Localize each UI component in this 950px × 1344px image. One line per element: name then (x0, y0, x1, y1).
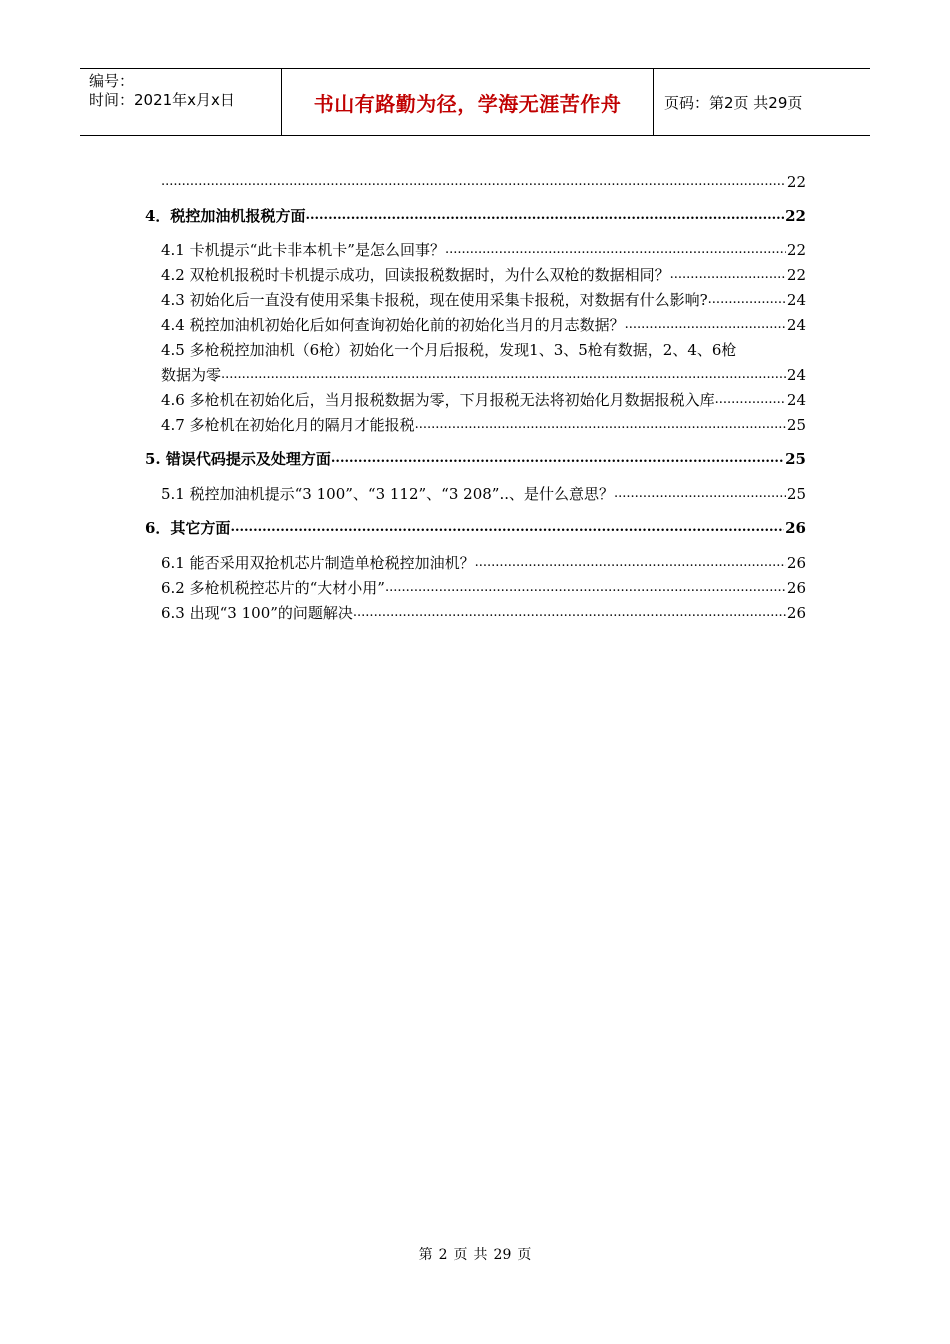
header-left-cell (80, 69, 281, 135)
toc-entry-page: 26 (786, 579, 806, 597)
toc-entry-page: 26 (786, 554, 806, 572)
toc-entry[interactable] (161, 551, 806, 573)
toc-entry[interactable] (161, 238, 806, 260)
toc-section-entry[interactable] (145, 204, 806, 226)
toc-section-entry[interactable] (145, 516, 806, 538)
toc-entry-text: 4．税控加油机报税方面 (145, 207, 306, 225)
toc-entry-text: 6．其它方面 (145, 519, 231, 537)
toc-entry-text: 数据为零 (161, 366, 222, 384)
footer-page-number: 2 (438, 1247, 448, 1263)
toc-entry-text: 6.3 出现“3 100”的问题解决 (161, 604, 353, 622)
toc-entry-text: 6.1 能否采用双抢机芯片制造单枪税控加油机？ (161, 554, 475, 572)
toc-entry[interactable] (161, 388, 806, 410)
toc-entry-page: 22 (786, 173, 806, 191)
toc-leader-dots (625, 315, 786, 335)
toc-entry[interactable] (161, 263, 806, 285)
header-page-info: 页码：第2页 共29页 (664, 93, 803, 112)
toc-leader-dots (230, 518, 784, 538)
toc-leader-dots (670, 265, 786, 285)
toc-entry-page: 24 (786, 391, 806, 409)
footer-label: 页 (517, 1247, 532, 1263)
page-footer (0, 1244, 950, 1264)
toc-leader-dots (331, 449, 784, 469)
toc-entry[interactable] (161, 313, 806, 335)
toc-entry-text: 5. 错误代码提示及处理方面 (145, 450, 331, 468)
toc-leader-dots (475, 553, 786, 573)
toc-entry-text: 4.1 卡机提示“此卡非本机卡”是怎么回事？ (161, 241, 445, 259)
footer-total-pages: 29 (493, 1247, 512, 1263)
toc-entry[interactable] (161, 170, 806, 192)
toc-entry-page: 26 (785, 519, 806, 537)
toc-leader-dots (161, 172, 786, 192)
toc-entry-page: 25 (786, 485, 806, 503)
toc-entry[interactable] (161, 338, 806, 360)
toc-leader-dots (221, 365, 786, 385)
toc-entry-page: 25 (786, 416, 806, 434)
header-motto: 书山有路勤为径，学海无涯苦作舟 (281, 69, 654, 135)
toc-leader-dots (385, 578, 786, 598)
toc-entry-page: 22 (786, 241, 806, 259)
toc-entry-text: 4.7 多枪机在初始化月的隔月才能报税 (161, 416, 415, 434)
toc-entry-page: 25 (785, 450, 806, 468)
toc-entry-text: 6.2 多枪机税控芯片的“大材小用” (161, 579, 385, 597)
toc-leader-dots (708, 290, 786, 310)
footer-label: 共 (473, 1247, 488, 1263)
toc-entry-text: 5.1 税控加油机提示“3 100”、“3 112”、“3 208”..、是什么意思？ (161, 485, 614, 503)
toc-entry[interactable] (161, 413, 806, 435)
toc-entry[interactable] (161, 288, 806, 310)
toc-entry-text: 4.2 双枪机报税时卡机提示成功，回读报税数据时，为什么双枪的数据相同？ (161, 266, 670, 284)
toc-leader-dots (415, 415, 786, 435)
footer-label: 第 (418, 1247, 433, 1263)
footer-label: 页 (453, 1247, 468, 1263)
toc-entry-text: 4.3 初始化后一直没有使用采集卡报税，现在使用采集卡报税，对数据有什么影响? (161, 291, 708, 309)
toc-entry-page: 24 (786, 316, 806, 334)
toc-entry-page: 22 (786, 266, 806, 284)
toc-leader-dots (305, 206, 784, 226)
toc-entry[interactable] (161, 601, 806, 623)
toc-entry-page: 26 (786, 604, 806, 622)
toc-entry-text: 4.5 多枪税控加油机（6枪）初始化一个月后报税，发现1、3、5枪有数据，2、4、6枪 (161, 341, 737, 359)
toc-leader-dots (614, 484, 786, 504)
number-label: 编号： (89, 72, 135, 90)
toc-entry-continuation[interactable] (161, 363, 806, 385)
toc-entry-page: 24 (786, 366, 806, 384)
toc-section-entry[interactable] (145, 447, 806, 469)
toc-entry-page: 22 (785, 207, 806, 225)
toc-leader-dots (715, 390, 786, 410)
time-label: 时间：2021年x月x日 (89, 91, 235, 109)
toc-entry-text: 4.4 税控加油机初始化后如何查询初始化前的初始化当月的月志数据？ (161, 316, 625, 334)
toc-entry-text: 4.6 多枪机在初始化后，当月报税数据为零，下月报税无法将初始化月数据报税入库 (161, 391, 715, 409)
page-header (80, 68, 870, 136)
toc-entry[interactable] (161, 576, 806, 598)
toc-leader-dots (445, 240, 786, 260)
toc-entry[interactable] (161, 482, 806, 504)
toc-leader-dots (353, 603, 786, 623)
toc-entry-page: 24 (786, 291, 806, 309)
